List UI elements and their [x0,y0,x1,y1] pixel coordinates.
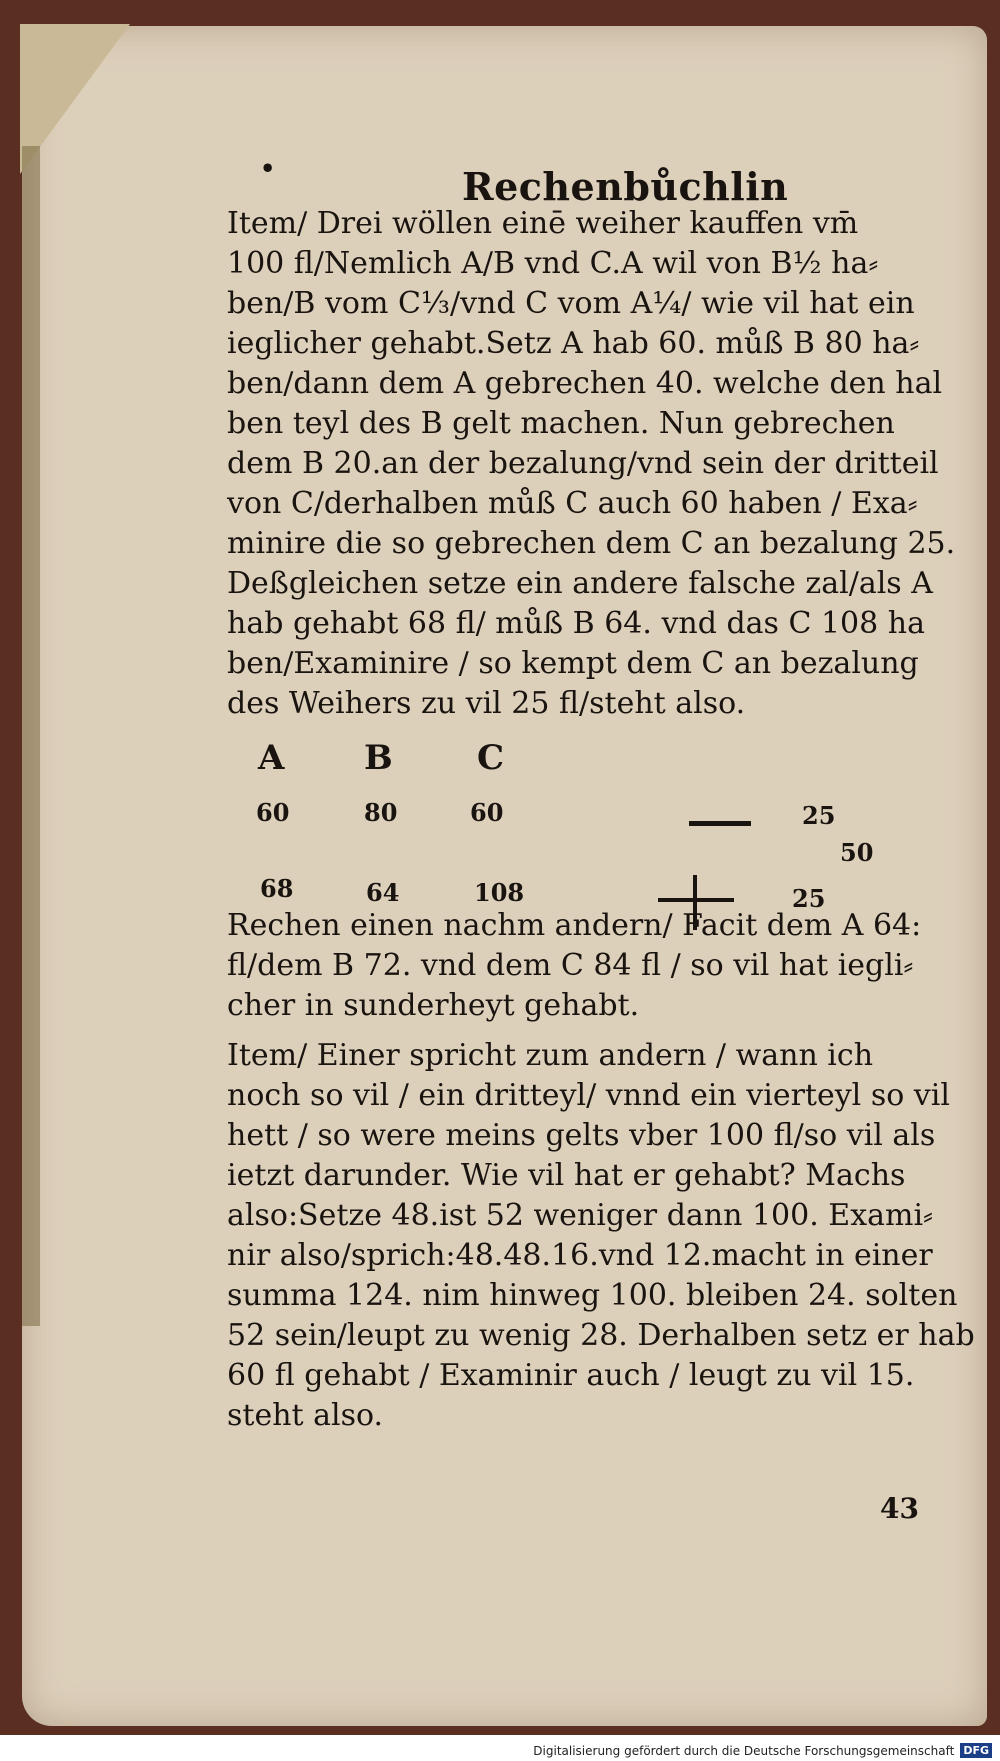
text-line: nir also/sprich:48.48.16.vnd 12.macht in einer [227,1238,933,1273]
text-line: noch so vil / ein dritteyl/ vnnd ein vierteyl so vil [227,1078,950,1113]
label-c: C [477,738,505,778]
page-number: 43 [880,1492,919,1525]
text-line: ben/Examinire / so kempt dem C an bezalung [227,646,919,681]
row1-value-b: 80 [364,798,398,827]
text-line: hett / so were meins gelts vber 100 fl/so vil als [227,1118,936,1153]
text-line: ieglicher gehabt.Setz A hab 60. můß B 80 ha⸗ [227,326,920,361]
text-line: Deßgleichen setze ein andere falsche zal/als A [227,566,933,601]
text-line: minire die so gebrechen dem C an bezalung 25. [227,526,956,561]
label-a: A [258,738,285,778]
label-b: B [364,738,393,778]
text-line: ben/B vom C⅓/vnd C vom A¼/ wie vil hat ein [227,286,915,321]
text-line: von C/derhalben můß C auch 60 haben / Exa⸗ [227,486,918,521]
text-line: cher in sunderheyt gehabt. [227,988,640,1023]
text-line: summa 124. nim hinweg 100. bleiben 24. solten [227,1278,958,1313]
text-line: hab gehabt 68 fl/ můß B 64. vnd das C 108 ha [227,606,925,641]
row1-result: 25 [802,801,836,830]
dfg-logo: DFG [960,1743,992,1758]
minus-sign [689,821,751,826]
text-line: 100 fl/Nemlich A/B vnd C.A wil von B½ ha⸗ [227,246,879,281]
ink-mark: • [260,154,276,183]
row2-value-a: 68 [260,874,294,903]
running-header: Rechenbůchlin [462,164,789,209]
paragraph-weiher-problem [227,204,956,724]
text-line: dem B 20.an der bezalung/vnd sein der dritteil [227,446,939,481]
text-line: steht also. [227,1398,384,1433]
row1-value-a: 60 [256,798,290,827]
text-line: des Weihers zu vil 25 fl/steht also. [227,686,746,721]
text-line: ben/dann dem A gebrechen 40. welche den hal [227,366,943,401]
book-page [22,26,987,1726]
text-line: ietzt darunder. Wie vil hat er gehabt? Machs [227,1158,906,1193]
page-edge-shadow [22,146,40,1326]
text-line: 60 fl gehabt / Examinir auch / leugt zu vil 15. [227,1358,915,1393]
credit-text: Digitalisierung gefördert durch die Deutsche Forschungsgemeinschaft [533,1743,955,1758]
middle-value: 50 [840,838,874,867]
text-line: Rechen einen nachm andern/ Facit dem A 64: [227,908,922,943]
text-line: ben teyl des B gelt machen. Nun gebrechen [227,406,895,441]
paragraph-facit [227,906,947,1026]
row2-value-c: 108 [474,878,525,907]
text-line: also:Setze 48.ist 52 weniger dann 100. Exami⸗ [227,1198,934,1233]
row2-result: 25 [792,884,826,913]
text-line: Item/ Drei wöllen einē weiher kauffen vm̄ [227,206,859,241]
row2-value-b: 64 [366,878,400,907]
text-line: fl/dem B 72. vnd dem C 84 fl / so vil hat iegli⸗ [227,948,914,983]
text-line: 52 sein/leupt zu wenig 28. Derhalben setz er hab [227,1318,975,1353]
paragraph-gelt-problem [227,1036,975,1436]
digitization-credit [533,1743,992,1758]
row1-value-c: 60 [470,798,504,827]
text-line: Item/ Einer spricht zum andern / wann ich [227,1038,874,1073]
